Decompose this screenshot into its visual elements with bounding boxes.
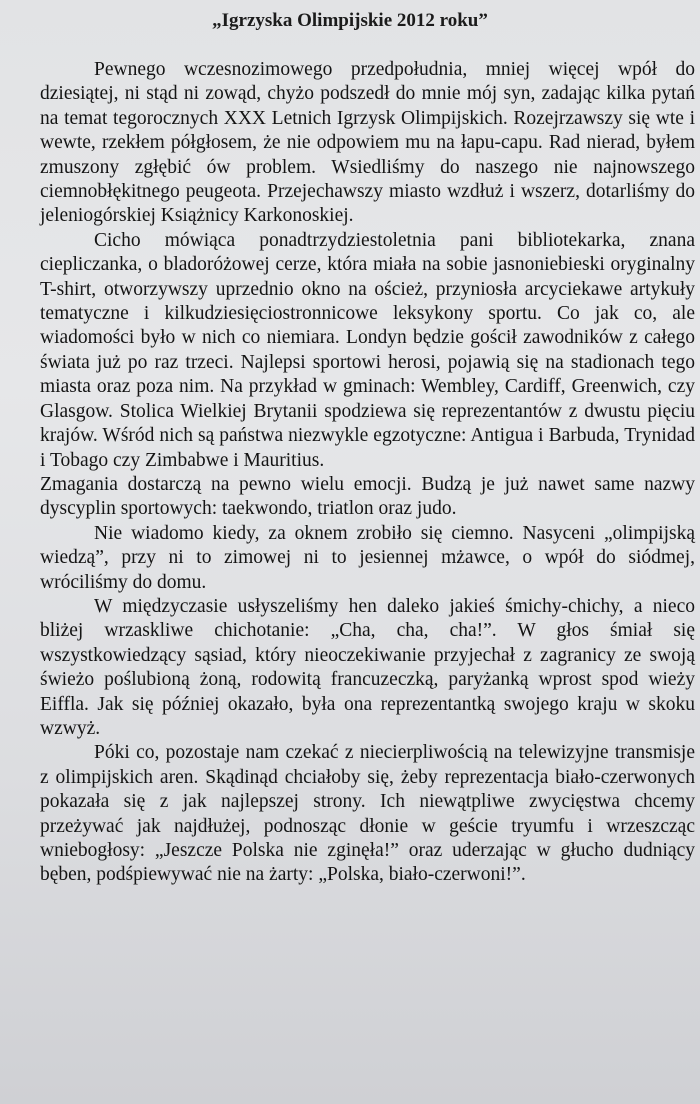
- paragraph-1: Pewnego wczesnozimowego przedpołudnia, mniej więcej wpół do dziesiątej, ni stąd ni zowąd, chyżo podszedł do mnie mój syn, zadając kilka pytań na temat tegorocznych XXX Letnich Igrzysk Olimpijskich. Rozejrzawszy się wte i wewte, rzekłem półgłosem, że nie odpowiem mu na łapu-capu. Rad nierad, byłem zmuszony zgłębić ów problem. Wsiedliśmy do naszego nie najnowszego ciemnobłękitnego peugeota. Przejechawszy miasto wzdłuż i wszerz, dotarliśmy do jeleniogórskiej Książnicy Karkonoskiej.: [40, 59, 695, 227]
- paragraph-4: Nie wiadomo kiedy, za oknem zrobiło się ciemno. Nasyceni „olimpijską wiedzą”, przy ni to zimowej ni to jesiennej mżawce, o wpół do siódmej, wróciliśmy do domu.: [40, 522, 695, 593]
- paragraph-3: Zmagania dostarczą na pewno wielu emocji. Budzą je już nawet same nazwy dyscyplin sportowych: taekwondo, triatlon oraz judo.: [40, 473, 695, 520]
- document-title: „Igrzyska Olimpijskie 2012 roku”: [212, 10, 488, 31]
- paragraph-5: W międzyczasie usłyszeliśmy hen daleko jakieś śmichy-chichy, a nieco bliżej wrzaskliwe chichotanie: „Cha, cha, cha!”. W głos śmiał się wszystkowiedzący sąsiad, który nieoczekiwanie przyjechał z zagranicy ze swoją świeżo poślubioną żoną, rodowitą francuzeczką, paryżanką wprost spod wieży Eiffla. Jak się później okazało, była ona reprezentantką swojego kraju w skoku wzwyż.: [40, 595, 695, 739]
- paragraph-6: Póki co, pozostaje nam czekać z niecierpliwością na telewizyjne transmisje z olimpijskich aren. Skądinąd chciałoby się, żeby reprezentacja biało-czerwonych pokazała się z jak najlepszej strony. Ich niewątpliwe zwycięstwa chcemy przeżywać jak najdłużej, podnosząc dłonie w geście tryumfu i wrzeszcząc wniebogłosy: „Jeszcze Polska nie zginęła!” oraz uderzając w głucho dudniący bęben, podśpiewywać nie na żarty: „Polska, biało-czerwoni!”.: [40, 742, 695, 886]
- document-body: [40, 58, 695, 888]
- paragraph-2: Cicho mówiąca ponadtrzydziestoletnia pani bibliotekarka, znana ciepliczanka, o bladoróżowej cerze, która miała na sobie jasnoniebieski oryginalny T-shirt, otworzywszy uprzednio okno na oścież, przyniosła arcyciekawe artykuły tematyczne i kilkudziesięciostronnicowe leksykony sportu. Co jak co, ale wiadomości było w nich co niemiara. Londyn będzie gościł zawodników z całego świata już po raz trzeci. Najlepsi sportowi herosi, pojawią się na stadionach tego miasta oraz poza nim. Na przykład w gminach: Wembley, Cardiff, Greenwich, czy Glasgow. Stolica Wielkiej Brytanii spodziewa się reprezentantów z dwustu pięciu krajów. Wśród nich są państwa niezwykle egzotyczne: Antigua i Barbuda, Trynidad i Tobago czy Zimbabwe i Mauritius.: [40, 229, 695, 471]
